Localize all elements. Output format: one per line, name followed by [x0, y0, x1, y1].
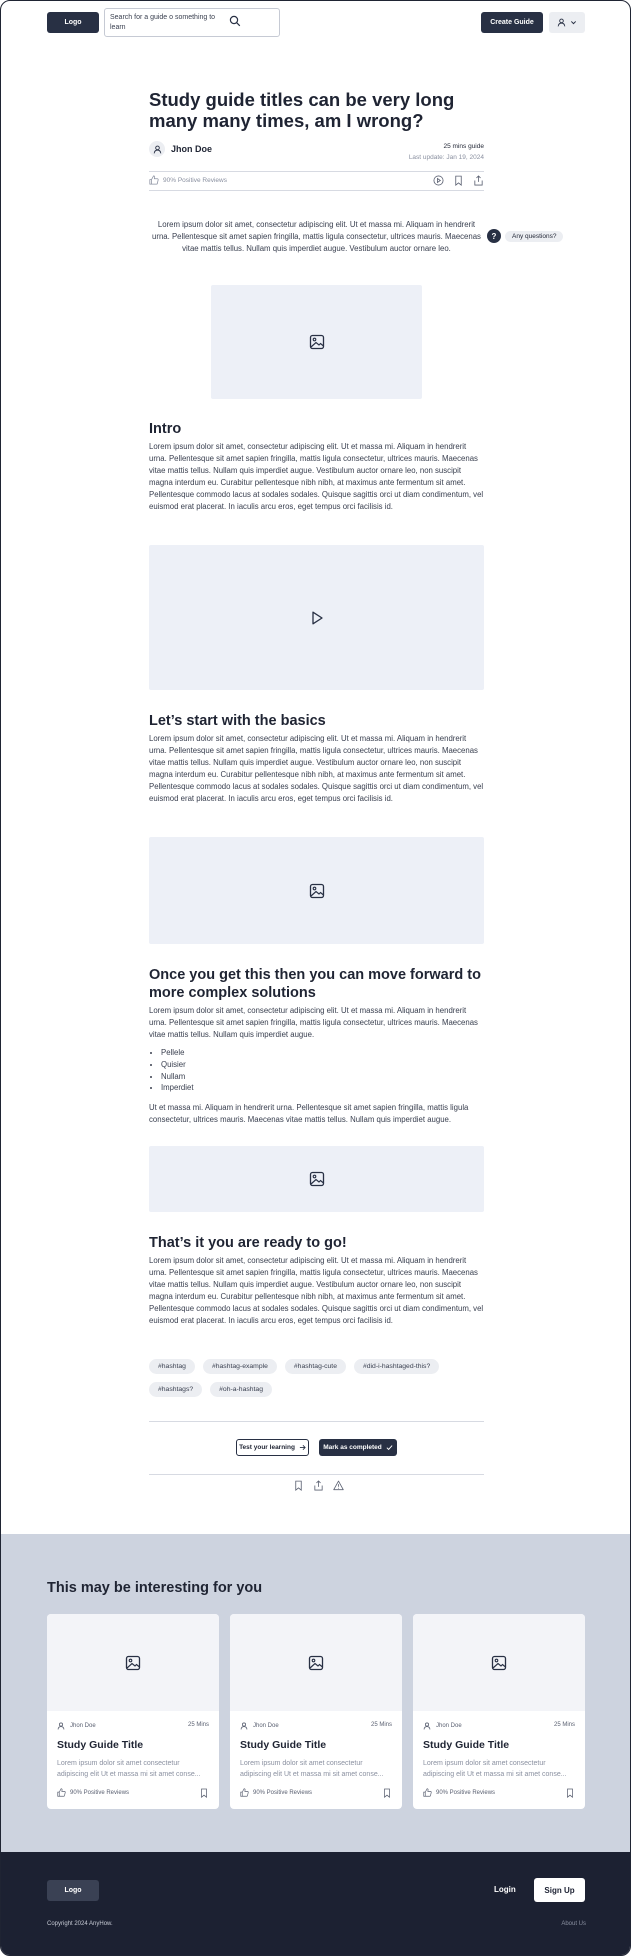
image-placeholder: [211, 285, 422, 399]
warning-icon[interactable]: [333, 1480, 344, 1491]
share-icon[interactable]: [313, 1480, 324, 1491]
list-item: • Quisier: [161, 1059, 461, 1071]
play-circle-icon[interactable]: [433, 175, 444, 186]
thumbs-up-icon: [423, 1788, 432, 1797]
tag-chip[interactable]: #hashtag-cute: [285, 1359, 346, 1374]
card-author: [423, 1722, 462, 1730]
card-reviews: [240, 1788, 312, 1797]
image-icon: [491, 1655, 507, 1671]
card-author: [57, 1722, 96, 1730]
bottom-actions: [293, 1480, 344, 1491]
section-heading: That’s it you are ready to go!: [149, 1235, 347, 1251]
avatar[interactable]: [149, 141, 165, 157]
tag-chip[interactable]: #hashtag: [149, 1359, 195, 1374]
intro-paragraph: Lorem ipsum dolor sit amet, consectetur adipiscing elit. Ut et massa mi. Aliquam in hendrerit urna. Pellentesque sit amet sapien fringilla, mattis ligula consectetur, ultrices mauris. Maecenas vitae mattis tellus. Nullam quis imperdiet augue. Vestibulum auctor ornare leo.: [152, 220, 481, 254]
search-placeholder: Search for a guide o something to learn: [110, 14, 216, 31]
card-duration: 25 Mins: [553, 1722, 575, 1728]
logo-button[interactable]: Logo: [47, 12, 99, 33]
thumbs-up-icon: [240, 1788, 249, 1797]
thumbs-up-icon: [149, 175, 159, 185]
tag-chip[interactable]: #hashtags?: [149, 1382, 202, 1397]
image-icon: [125, 1655, 141, 1671]
bookmark-icon[interactable]: [565, 1788, 575, 1798]
image-placeholder: [149, 1146, 484, 1212]
copyright-text: Copyright 2024 AnyHow.: [47, 1921, 113, 1927]
card-reviews: [423, 1788, 495, 1797]
tag-list: [149, 1359, 484, 1397]
card-reviews-label: 90% Positive Reviews: [253, 1789, 313, 1796]
review-bar: [149, 171, 484, 191]
section-text: Lorem ipsum dolor sit amet, consectetur adipiscing elit. Ut et massa mi. Aliquam in hendrerit urna. Pellentesque sit amet sapien fringilla, mattis ligula consectetur, ultrices mauris. Maecenas vitae mattis tellus. Nullam quis imperdiet augue. Vestibulum auctor ornare leo, non suscipit magna interdum eu. Curabitur pellentesque nibh nibh, at maximus ante fermentum sit amet. Pellentesque commodo lacus at sodales sodales. Quisque sagittis orci ut diam condimentum, vel euismod erat placerat. In iaculis arcu eros, eget tempus orci facilisis id.: [149, 442, 484, 512]
card-thumbnail: [47, 1614, 219, 1711]
footer-logo-button[interactable]: Logo: [47, 1880, 99, 1901]
arrow-right-icon: [299, 1444, 306, 1451]
question-icon[interactable]: ?: [487, 229, 501, 243]
recommendations-heading: This may be interesting for you: [47, 1580, 263, 1596]
section-heading: Let’s start with the basics: [149, 713, 326, 729]
section-text: Lorem ipsum dolor sit amet, consectetur adipiscing elit. Ut et massa mi. Aliquam in hendrerit urna. Pellentesque sit amet sapien fringilla, mattis ligula consectetur, ultrices mauris. Maecenas vitae mattis tellus. Nullam quis imperdiet augue. Vestibulum auctor ornare leo, non suscipit magna interdum eu. Curabitur pellentesque nibh nibh, at maximus ante fermentum sit amet. Pellentesque commodo lacus at sodales sodales. Quisque sagittis orci ut diam condimentum, vel euismod erat placerat. In iaculis arcu eros, eget tempus orci facilisis id.: [149, 734, 484, 804]
image-icon: [309, 883, 325, 899]
card-title: Study Guide Title: [240, 1739, 327, 1751]
image-placeholder: [149, 837, 484, 944]
card-reviews-label: 90% Positive Reviews: [70, 1789, 130, 1796]
thumbs-up-icon: [57, 1788, 66, 1797]
user-icon: [57, 1722, 65, 1730]
guide-card[interactable]: [230, 1614, 402, 1809]
about-link[interactable]: About Us: [561, 1921, 586, 1927]
list-item: • Nullam: [161, 1071, 461, 1083]
section-heading: Intro: [149, 421, 182, 437]
guide-meta: [409, 141, 484, 163]
search-icon[interactable]: [229, 15, 241, 27]
card-title: Study Guide Title: [423, 1739, 510, 1751]
last-update: Last update: Jan 19, 2024: [408, 154, 484, 161]
section-heading: Once you get this then you can move forward to more complex solutions: [149, 967, 481, 1001]
divider: [149, 1421, 484, 1422]
guide-card[interactable]: [47, 1614, 219, 1809]
author-row: [149, 140, 484, 168]
article-actions: [433, 175, 484, 186]
card-title: Study Guide Title: [57, 1739, 144, 1751]
create-guide-button[interactable]: Create Guide: [481, 12, 543, 33]
user-icon: [557, 18, 566, 27]
bookmark-icon[interactable]: [199, 1788, 209, 1798]
card-thumbnail: [413, 1614, 585, 1711]
card-thumbnail: [230, 1614, 402, 1711]
image-icon: [308, 1655, 324, 1671]
help-label[interactable]: Any questions?: [505, 231, 563, 242]
test-learning-label: Test your learning: [239, 1444, 295, 1451]
section-text: Lorem ipsum dolor sit amet, consectetur adipiscing elit. Ut et massa mi. Aliquam in hendrerit urna. Pellentesque sit amet sapien fringilla, mattis ligula consectetur, ultrices mauris. Maecenas vitae mattis tellus. Nullam quis imperdiet augue.: [149, 1006, 478, 1040]
article-title: Study guide titles can be very long many many times, am I wrong?: [149, 89, 455, 131]
tag-chip[interactable]: #did-i-hashtaged-this?: [354, 1359, 439, 1374]
divider: [149, 1474, 484, 1475]
card-description: Lorem ipsum dolor sit amet consectetur adipiscing elit Ut et massa mi sit amet conse...: [423, 1760, 567, 1778]
mark-completed-button[interactable]: [319, 1439, 397, 1456]
card-author-name: Jhon Doe: [70, 1723, 96, 1729]
section-text-after: Ut et massa mi. Aliquam in hendrerit urna. Pellentesque sit amet sapien fringilla, mattis ligula consectetur, ultrices mauris. Maecenas vitae mattis tellus. Nullam quis imperdiet augue.: [149, 1103, 469, 1125]
bookmark-icon[interactable]: [382, 1788, 392, 1798]
card-duration: 25 Mins: [187, 1722, 209, 1728]
search-input[interactable]: [104, 8, 280, 37]
card-description: Lorem ipsum dolor sit amet consectetur adipiscing elit Ut et massa mi sit amet conse...: [240, 1760, 384, 1778]
test-learning-button[interactable]: [236, 1439, 309, 1456]
bullet-list: [161, 1047, 461, 1094]
card-author-name: Jhon Doe: [436, 1723, 462, 1729]
signup-button[interactable]: Sign Up: [534, 1878, 585, 1902]
guide-duration: 25 mins guide: [443, 143, 484, 150]
card-reviews: [57, 1788, 129, 1797]
footer: [1, 1852, 631, 1956]
card-description: Lorem ipsum dolor sit amet consectetur adipiscing elit Ut et massa mi sit amet conse...: [57, 1760, 201, 1778]
user-icon: [423, 1722, 431, 1730]
top-navbar: [1, 1, 630, 45]
card-author: [240, 1722, 279, 1730]
user-icon: [240, 1722, 248, 1730]
section-text: Lorem ipsum dolor sit amet, consectetur adipiscing elit. Ut et massa mi. Aliquam in hendrerit urna. Pellentesque sit amet sapien fringilla, mattis ligula consectetur, ultrices mauris. Maecenas vitae mattis tellus. Nullam quis imperdiet augue. Vestibulum auctor ornare leo, non suscipit magna interdum eu. Curabitur pellentesque nibh nibh, at maximus ante fermentum sit amet. Pellentesque commodo lacus at sodales sodales. Quisque sagittis orci ut diam condimentum, vel euismod erat placerat. In iaculis arcu eros, eget tempus orci facilisis id.: [149, 1256, 484, 1326]
user-icon: [153, 145, 162, 154]
card-reviews-label: 90% Positive Reviews: [436, 1789, 496, 1796]
image-icon: [309, 1171, 325, 1187]
login-link[interactable]: Login: [494, 1885, 516, 1894]
mark-completed-label: Mark as completed: [323, 1444, 382, 1451]
image-icon: [309, 334, 325, 350]
bookmark-icon[interactable]: [453, 175, 464, 186]
author-name[interactable]: Jhon Doe: [171, 144, 213, 154]
list-item: • Imperdiet: [161, 1082, 461, 1094]
help-widget[interactable]: [487, 229, 563, 243]
user-menu-button[interactable]: [549, 12, 585, 33]
reviews-label: 90% Positive Reviews: [163, 176, 227, 184]
tag-chip[interactable]: #oh-a-hashtag: [210, 1382, 272, 1397]
tag-chip[interactable]: #hashtag-example: [203, 1359, 277, 1374]
recommendations-section: [1, 1534, 631, 1852]
share-icon[interactable]: [473, 175, 484, 186]
chevron-down-icon: [570, 19, 577, 26]
card-duration: 25 Mins: [370, 1722, 392, 1728]
bookmark-icon[interactable]: [293, 1480, 304, 1491]
list-item: • Pellele: [161, 1047, 461, 1059]
video-placeholder[interactable]: [149, 545, 484, 690]
reviews-summary[interactable]: [149, 175, 227, 185]
guide-card[interactable]: [413, 1614, 585, 1809]
play-icon[interactable]: [309, 610, 325, 626]
check-icon: [386, 1444, 393, 1451]
card-author-name: Jhon Doe: [253, 1723, 279, 1729]
